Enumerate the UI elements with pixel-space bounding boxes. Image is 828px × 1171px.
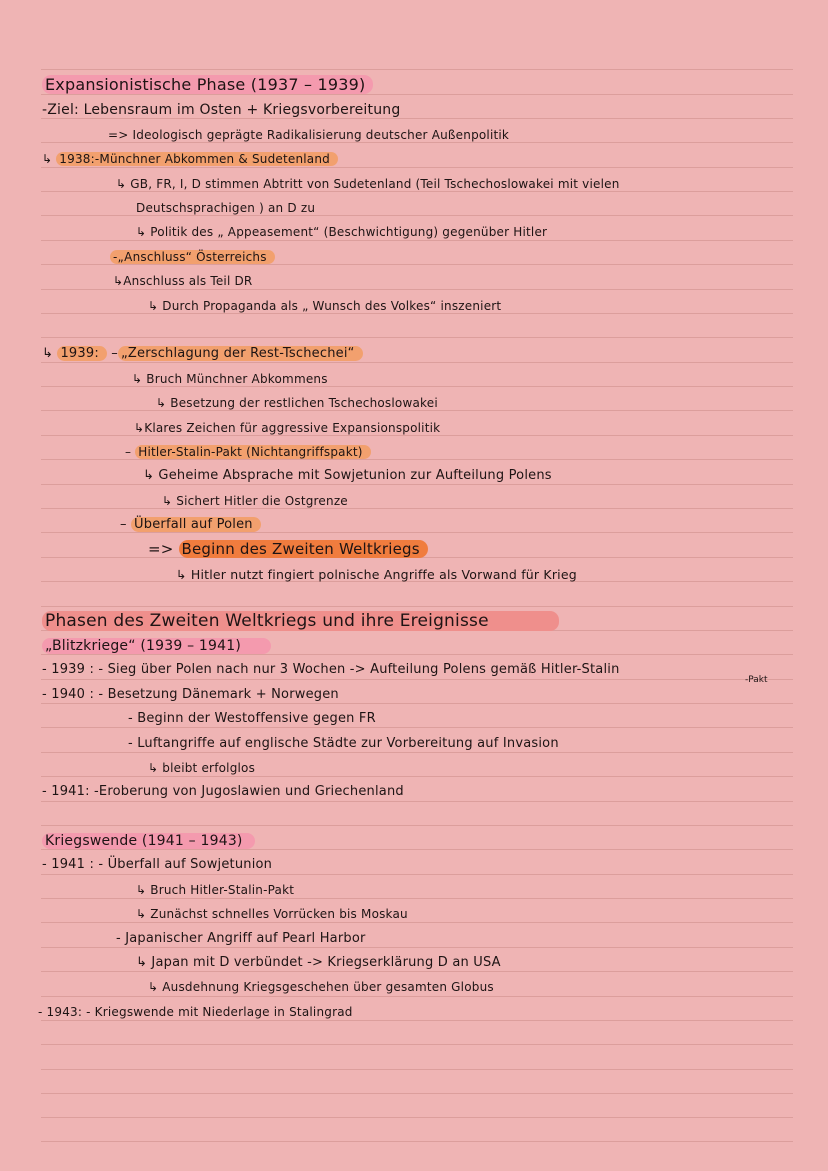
note-line: [42, 150, 338, 168]
note-line: [110, 248, 275, 266]
note-line: - 1943: - Kriegswende mit Niederlage in Stalingrad: [38, 1005, 353, 1019]
note-line: ↳ Japan mit D verbündet -> Kriegserklärung D an USA: [136, 955, 501, 970]
highlight-beginn-weltkrieg: Beginn des Zweiten Weltkriegs: [179, 540, 428, 558]
ruled-line: [41, 1093, 793, 1094]
note-line: ↳ Bruch Münchner Abkommens: [132, 372, 328, 386]
note-line: ↳ Ausdehnung Kriegsgeschehen über gesamten Globus: [148, 980, 494, 994]
note-line: Deutschsprachigen ) an D zu: [136, 201, 316, 215]
note-line: ↳ bleibt erfolglos: [148, 761, 256, 775]
note-line: ↳ Bruch Hitler-Stalin-Pakt: [136, 883, 295, 897]
highlight-1938: 1938:-Münchner Abkommen & Sudetenland: [56, 152, 338, 166]
highlight-anschluss: -„Anschluss“ Österreichs: [110, 250, 275, 264]
ruled-line: [41, 94, 793, 95]
note-line: ↳ Politik des „ Appeasement“ (Beschwichtigung) gegenüber Hitler: [136, 225, 548, 239]
note-line: ↳Anschluss als Teil DR: [113, 274, 253, 288]
highlight-zerschlagung: „Zerschlagung der Rest-Tschechei“: [118, 346, 363, 361]
note-line: -Ziel: Lebensraum im Osten + Kriegsvorbereitung: [42, 102, 401, 118]
note-line: => Beginn des Zweiten Weltkriegs: [148, 540, 428, 558]
note-line: ↳ Besetzung der restlichen Tschechoslowakei: [156, 396, 438, 410]
note-line: ↳ Sichert Hitler die Ostgrenze: [162, 494, 348, 508]
ruled-line: [41, 1117, 793, 1118]
ruled-line: [41, 825, 793, 826]
ruled-line: [41, 1044, 793, 1045]
section-title: Kriegswende (1941 – 1943): [42, 833, 255, 849]
section-phasen: [42, 612, 559, 630]
note-line: - 1940 : - Besetzung Dänemark + Norwegen: [42, 687, 339, 702]
note-line: ↳ Durch Propaganda als „ Wunsch des Volkes“ inszeniert: [148, 299, 502, 313]
section-title: Phasen des Zweiten Weltkriegs und ihre Ereignisse: [42, 611, 559, 631]
note-line: - 1939 : - Sieg über Polen nach nur 3 Wochen -> Aufteilung Polens gemäß Hitler-Stalin: [42, 662, 620, 677]
note-line: – Hitler-Stalin-Pakt (Nichtangriffspakt): [125, 443, 371, 461]
note-line: – Überfall auf Polen: [120, 516, 261, 534]
ruled-line: [41, 69, 793, 70]
ruled-line: [41, 679, 793, 680]
ruled-line: [41, 874, 793, 875]
section-expansion: [42, 76, 373, 94]
arrow-icon: ↳: [42, 346, 58, 361]
note-line: ↳ Hitler nutzt fingiert polnische Angriffe als Vorwand für Krieg: [176, 567, 577, 582]
highlight-1939: 1939:: [57, 346, 106, 361]
section-title: Expansionistische Phase (1937 – 1939): [42, 75, 373, 94]
highlight-ueberfall-polen: Überfall auf Polen: [131, 517, 261, 532]
subsection-blitzkriege: [42, 637, 271, 655]
note-line: ↳ 1939: – „Zerschlagung der Rest-Tschechei“: [42, 345, 363, 363]
ruled-line: [41, 801, 793, 802]
ruled-line: [41, 508, 793, 509]
note-line: - 1941 : - Überfall auf Sowjetunion: [42, 857, 273, 872]
note-line: => Ideologisch geprägte Radikalisierung deutscher Außenpolitik: [108, 128, 510, 142]
ruled-line: [41, 1141, 793, 1142]
note-line: ↳ Geheime Absprache mit Sowjetunion zur Aufteilung Polens: [143, 468, 552, 483]
note-line: ↳ GB, FR, I, D stimmen Abtritt von Sudetenland (Teil Tschechoslowakei mit vielen: [116, 177, 620, 191]
note-line: ↳Klares Zeichen für aggressive Expansionspolitik: [134, 421, 441, 435]
note-line: - 1941: -Eroberung von Jugoslawien und Griechenland: [42, 784, 404, 799]
note-line: - Beginn der Westoffensive gegen FR: [128, 711, 376, 726]
highlight-hitler-stalin-pakt: Hitler-Stalin-Pakt (Nichtangriffspakt): [135, 445, 370, 459]
ruled-line: [41, 606, 793, 607]
note-line: ↳ Zunächst schnelles Vorrücken bis Moskau: [136, 907, 408, 921]
ruled-line: [41, 1069, 793, 1070]
ruled-line: [41, 337, 793, 338]
section-kriegswende: [42, 832, 255, 850]
note-line: - Japanischer Angriff auf Pearl Harbor: [116, 931, 366, 946]
arrow-icon: ↳: [42, 152, 57, 166]
ruled-line: [41, 996, 793, 997]
note-line: - Luftangriffe auf englische Städte zur Vorbereitung auf Invasion: [128, 736, 559, 751]
note-line-small: -Pakt: [745, 675, 768, 685]
subsection-title: „Blitzkriege“ (1939 – 1941): [42, 638, 271, 654]
